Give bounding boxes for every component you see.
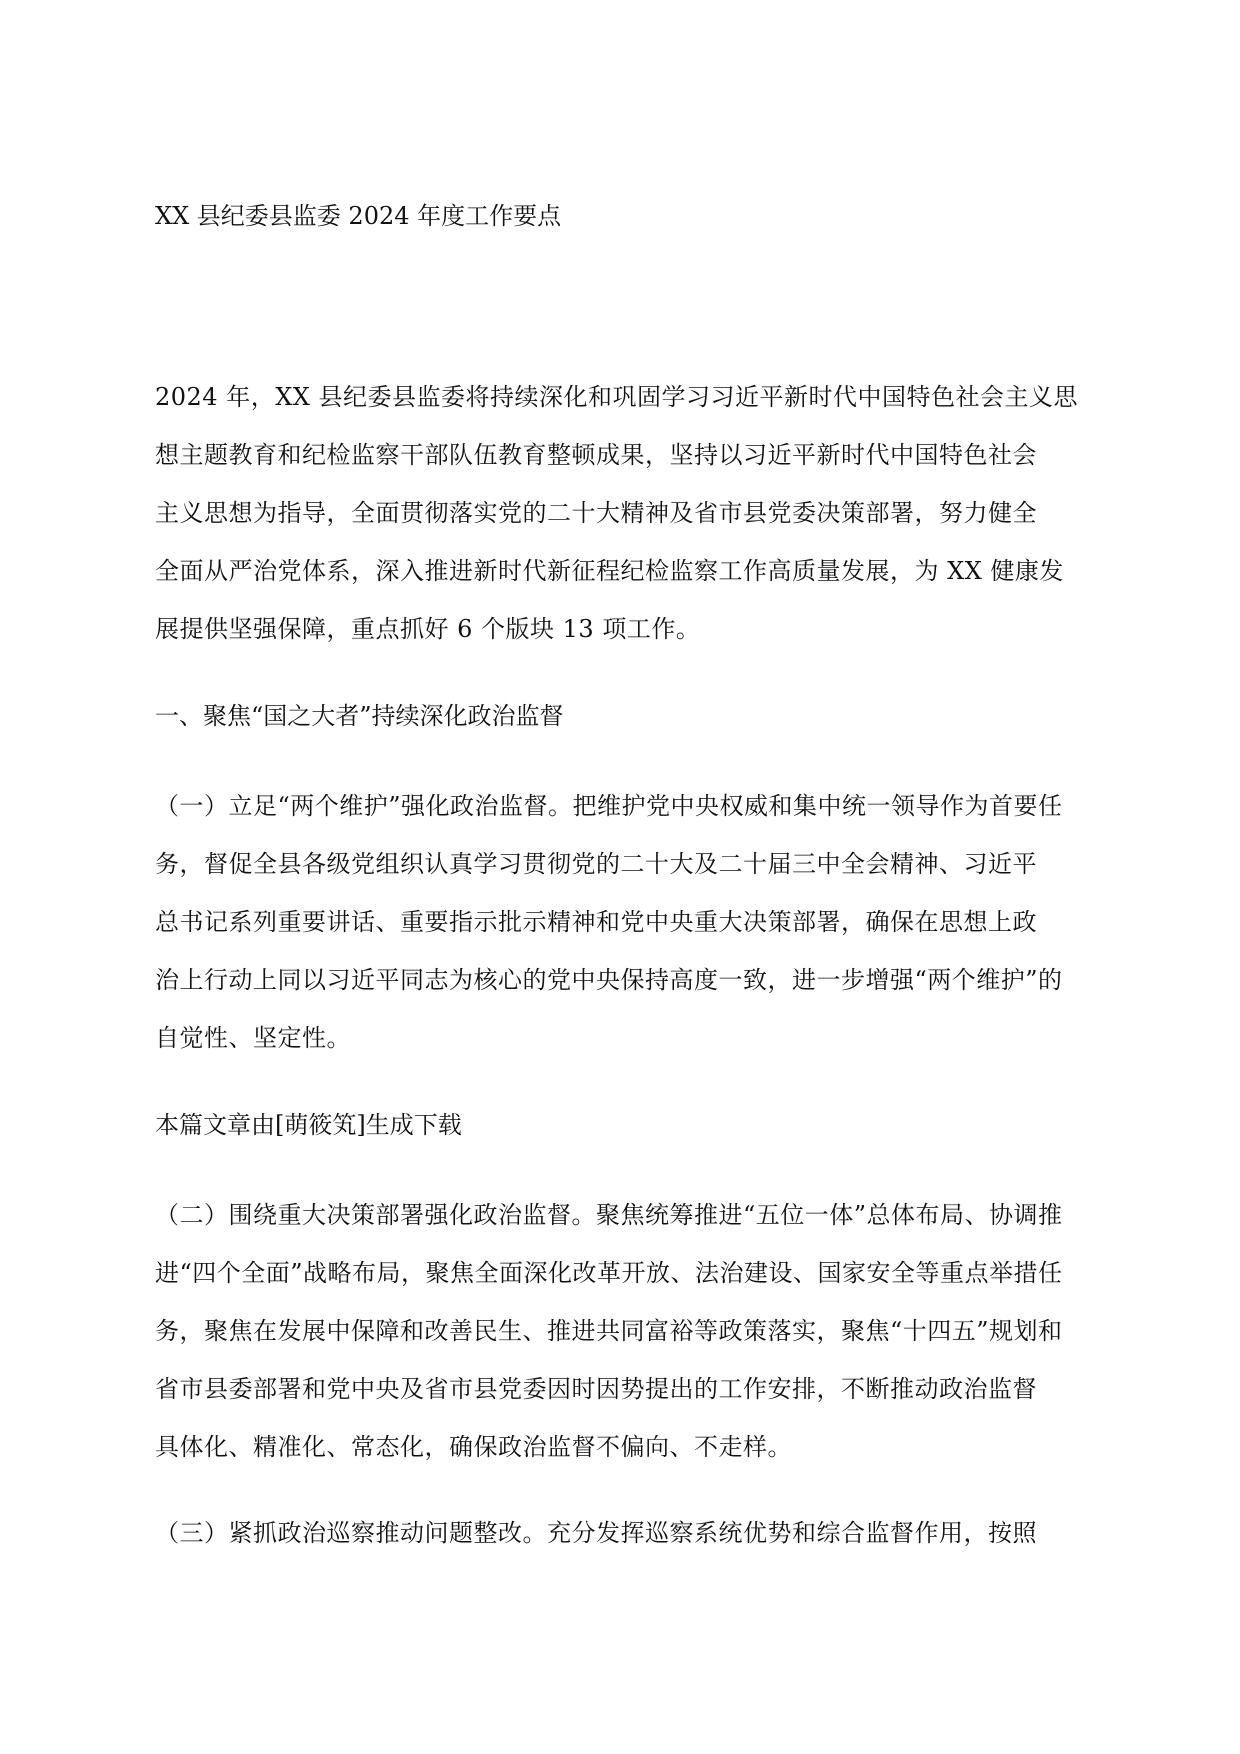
item-2-paragraph <box>155 1198 1095 1488</box>
paragraph-line: （三）紧抓政治巡察推动问题整改。充分发挥巡察系统优势和综合监督作用，按照 <box>155 1519 1037 1547</box>
paragraph-line: 治上行动上同以习近平同志为核心的党中央保持高度一致，进一步增强“两个维护”的 <box>155 966 1063 994</box>
intro-paragraph <box>155 380 1095 670</box>
paragraph-line: 自觉性、坚定性。 <box>155 1024 351 1052</box>
item-1-paragraph <box>155 789 1095 1079</box>
paragraph-line: 全面从严治党体系，深入推进新时代新征程纪检监察工作高质量发展，为 XX 健康发 <box>155 557 1064 585</box>
paragraph-line: 展提供坚强保障，重点抓好 6 个版块 13 项工作。 <box>155 615 701 643</box>
paragraph-line: 想主题教育和纪检监察干部队伍教育整顿成果，坚持以习近平新时代中国特色社会 <box>155 441 1037 469</box>
paragraph-line: 具体化、精准化、常态化，确保政治监督不偏向、不走样。 <box>155 1433 792 1461</box>
paragraph-line: 务，聚焦在发展中保障和改善民生、推进共同富裕等政策落实，聚焦“十四五”规划和 <box>155 1317 1063 1345</box>
section-heading: 一、聚焦“国之大者”持续深化政治监督 <box>155 702 564 730</box>
paragraph-line: 2024 年，XX 县纪委县监委将持续深化和巩固学习习近平新时代中国特色社会主义思 <box>155 383 1079 411</box>
paragraph-line: 进“四个全面”战略布局，聚焦全面深化改革开放、法治建设、国家安全等重点举措任 <box>155 1259 1063 1287</box>
document-title: XX 县纪委县监委 2024 年度工作要点 <box>155 202 562 230</box>
paragraph-line: 务，督促全县各级党组织认真学习贯彻党的二十大及二十届三中全会精神、习近平 <box>155 850 1037 878</box>
paragraph-line: （二）围绕重大决策部署强化政治监督。聚焦统筹推进“五位一体”总体布局、协调推 <box>155 1201 1063 1229</box>
paragraph-line: 总书记系列重要讲话、重要指示批示精神和党中央重大决策部署，确保在思想上政 <box>155 908 1037 936</box>
paragraph-line: 省市县委部署和党中央及省市县党委因时因势提出的工作安排，不断推动政治监督 <box>155 1375 1037 1403</box>
paragraph-line: （一）立足“两个维护”强化政治监督。把维护党中央权威和集中统一领导作为首要任 <box>155 792 1063 820</box>
item-3-paragraph <box>155 1516 1095 1574</box>
paragraph-line: 主义思想为指导，全面贯彻落实党的二十大精神及省市县党委决策部署，努力健全 <box>155 499 1037 527</box>
source-note: 本篇文章由[萌筱笂]生成下载 <box>155 1111 462 1139</box>
